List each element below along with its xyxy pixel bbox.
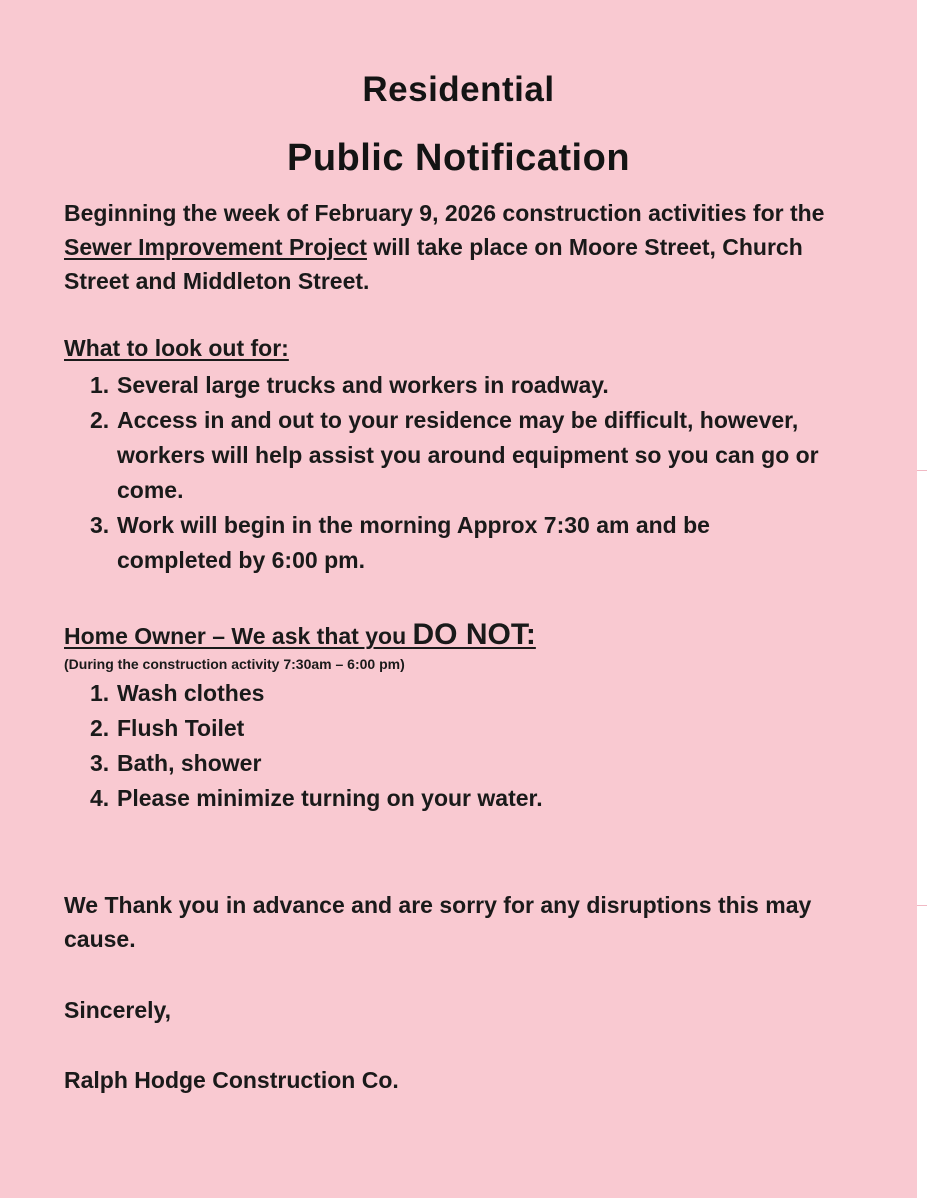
company-name: Ralph Hodge Construction Co. [64,1067,399,1093]
list-item [90,746,830,781]
list-item-text: Access in and out to your residence may be difficult, however, workers will help assist you around equipment so you can go or come. [117,407,819,503]
edge-mark [917,905,927,906]
intro-text-before: Beginning the week of February 9, 2026 construction activities for the [64,200,825,226]
list-item-text: Flush Toilet [117,715,245,741]
activity-hours-note: (During the construction activity 7:30am – 6:00 pm) [64,656,405,672]
list-item-number: 3. [90,750,110,776]
list-item-number: 2. [90,407,110,433]
document-title: Residential [362,70,555,109]
list-item-number: 3. [90,512,110,538]
list-item-number: 2. [90,715,110,741]
list-item-text: Please minimize turning on your water. [117,785,543,811]
list-item [90,508,830,578]
list-item [90,676,830,711]
list-item-number: 1. [90,680,110,706]
intro-paragraph [64,196,864,298]
homeowner-heading [64,618,536,652]
list-item-text: Several large trucks and workers in roadway. [117,372,609,398]
list-item-text: Wash clothes [117,680,265,706]
homeowner-list [90,676,830,816]
do-not-emphasis: DO NOT: [412,618,536,651]
list-item-text: Work will begin in the morning Approx 7:30 am and be completed by 6:00 pm. [117,512,710,573]
project-name: Sewer Improvement Project [64,234,367,260]
list-item [90,781,830,816]
lookout-heading: What to look out for: [64,335,289,361]
list-item-number: 1. [90,372,110,398]
list-item [90,403,830,508]
sign-off: Sincerely, [64,997,171,1023]
page-edge [917,0,927,1200]
intro-text-after: will take place on Moore Street, Church Street and Middleton Street. [64,234,803,294]
list-item-text: Bath, shower [117,750,262,776]
list-item [90,711,830,746]
thank-you-paragraph: We Thank you in advance and are sorry for any disruptions this may cause. [64,892,812,952]
edge-mark [917,470,927,471]
list-item-number: 4. [90,785,110,811]
document-subtitle: Public Notification [286,137,631,179]
lookout-list [90,368,830,578]
list-item [90,368,830,403]
homeowner-heading-text: Home Owner – We ask that you [64,623,413,649]
